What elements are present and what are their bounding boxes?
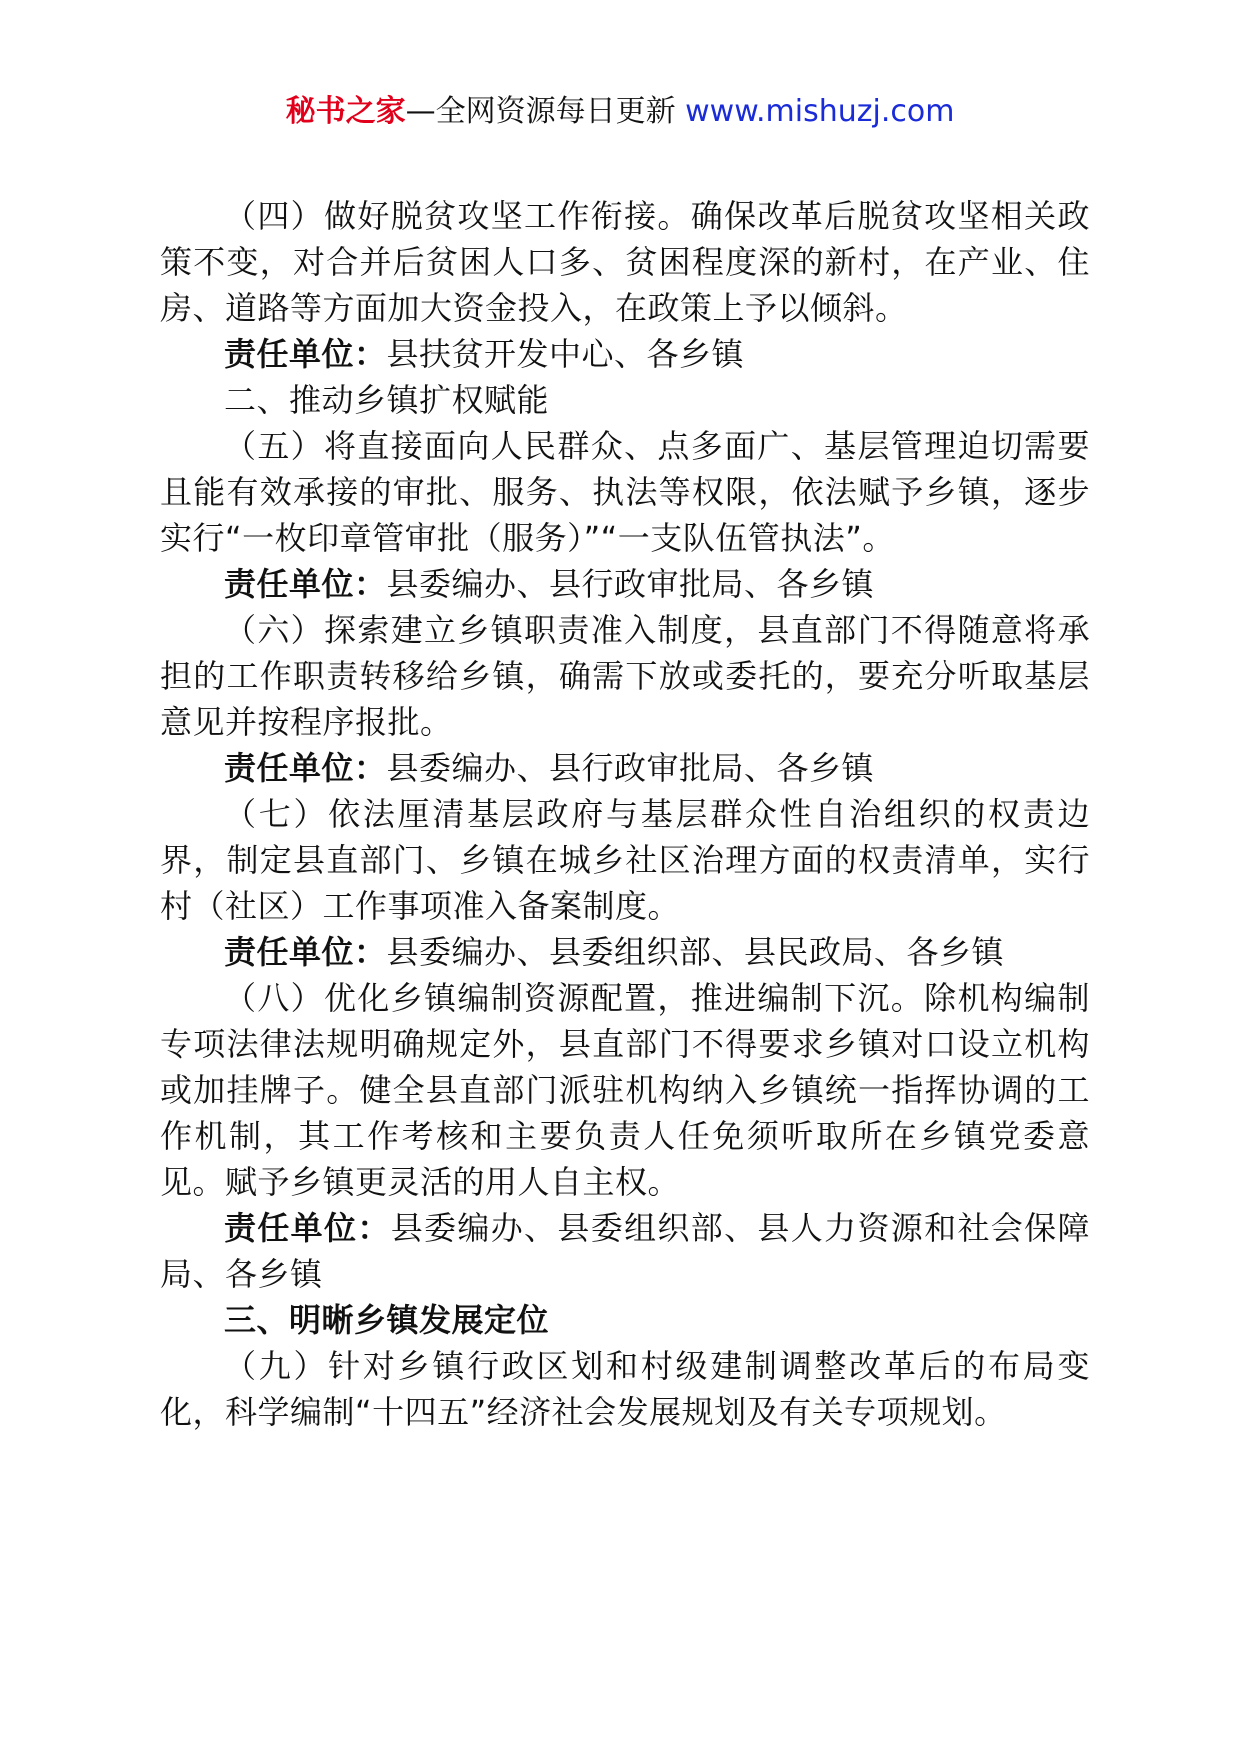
section-heading-2: 二、推动乡镇扩权赋能 [224, 381, 550, 419]
responsibility-line-5 [160, 561, 1090, 607]
responsibility-label: 责任单位： [224, 933, 387, 971]
responsibility-units: 县委编办、县委组织部、县民政局、各乡镇 [386, 933, 1005, 971]
responsibility-label: 责任单位： [224, 565, 387, 603]
responsibility-label: 责任单位： [224, 335, 387, 373]
paragraph-6: （六）探索建立乡镇职责准入制度，县直部门不得随意将承担的工作职责转移给乡镇，确需下放或委托的，要充分听取基层意见并按程序报批。 [160, 611, 1090, 741]
responsibility-units: 县委编办、县行政审批局、各乡镇 [386, 565, 875, 603]
site-brand: 秘书之家 [285, 94, 406, 129]
section-heading-3: 三、明晰乡镇发展定位 [224, 1301, 550, 1339]
responsibility-label: 责任单位： [224, 749, 387, 787]
paragraph-8: （八）优化乡镇编制资源配置，推进编制下沉。除机构编制专项法律法规明确规定外，县直部门不得要求乡镇对口设立机构或加挂牌子。健全县直部门派驻机构纳入乡镇统一指挥协调的工作机制，其工作考核和主要负责人任免须听取所在乡镇党委意见。赋予乡镇更灵活的用人自主权。 [160, 979, 1090, 1201]
responsibility-line-8 [160, 1205, 1090, 1297]
site-tagline: —全网资源每日更新 [405, 94, 676, 129]
document-body [160, 193, 1090, 1435]
responsibility-line-4 [160, 331, 1090, 377]
responsibility-line-7 [160, 929, 1090, 975]
responsibility-line-6 [160, 745, 1090, 791]
paragraph-5: （五）将直接面向人民群众、点多面广、基层管理迫切需要且能有效承接的审批、服务、执法等权限，依法赋予乡镇，逐步实行“一枚印章管审批（服务）”“一支队伍管执法”。 [160, 427, 1090, 557]
paragraph-7: （七）依法厘清基层政府与基层群众性自治组织的权责边界，制定县直部门、乡镇在城乡社区治理方面的权责清单，实行村（社区）工作事项准入备案制度。 [160, 795, 1090, 925]
responsibility-units: 县委编办、县委组织部、县人力资源和社会保障局、各乡镇 [160, 1209, 1090, 1293]
paragraph-4: （四）做好脱贫攻坚工作衔接。确保改革后脱贫攻坚相关政策不变，对合并后贫困人口多、贫困程度深的新村，在产业、住房、道路等方面加大资金投入，在政策上予以倾斜。 [160, 197, 1090, 327]
responsibility-units: 县委编办、县行政审批局、各乡镇 [386, 749, 875, 787]
responsibility-label: 责任单位： [224, 1209, 391, 1247]
paragraph-9: （九）针对乡镇行政区划和村级建制调整改革后的布局变化，科学编制“十四五”经济社会发展规划及有关专项规划。 [160, 1347, 1090, 1431]
site-header [0, 92, 1240, 132]
responsibility-units: 县扶贫开发中心、各乡镇 [386, 335, 745, 373]
site-url-link[interactable]: www.mishuzj.com [685, 94, 955, 129]
